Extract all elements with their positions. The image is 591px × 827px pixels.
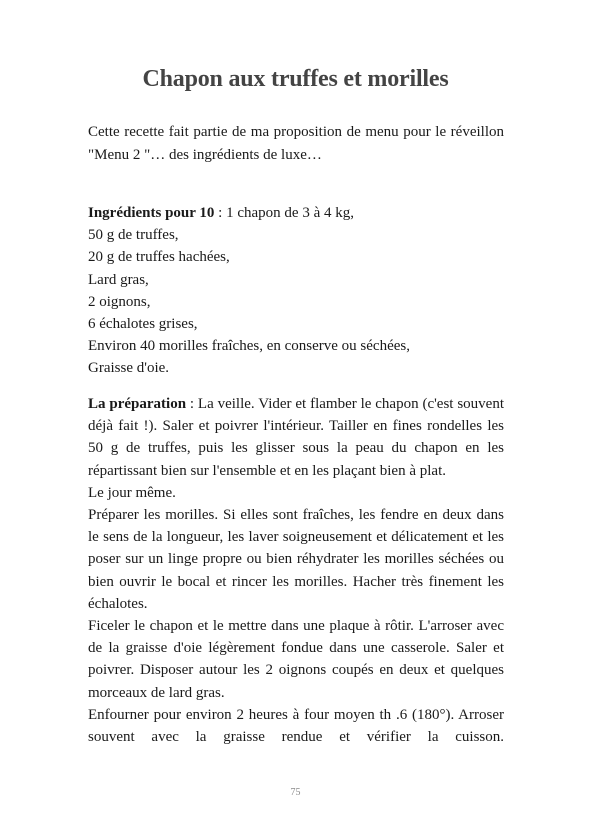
preparation-paragraph: Enfourner pour environ 2 heures à four moyen th .6 (180°). Arroser souvent avec la graisse rendue et vérifier la cuisson. (88, 706, 504, 746)
recipe-title: Chapon aux truffes et morilles (142, 66, 449, 92)
ingredient-item: 6 échalotes grises, (88, 316, 198, 333)
preparation-paragraph: Le jour même. (88, 484, 176, 501)
intro-paragraph: Cette recette fait partie de ma proposition de menu pour le réveillon "Menu 2 "… des ingrédients de luxe… (88, 124, 504, 163)
preparation-paragraph: Ficeler le chapon et le mettre dans une plaque à rôtir. L'arroser avec de la graisse d'oie légèrement fondue dans une casserole. Saler et poivrer. Disposer autour les 2 oignons coupés en deux et quelques morceaux de lard gras. (88, 618, 504, 701)
preparation-paragraph: Préparer les morilles. Si elles sont fraîches, les fendre en deux dans le sens de la longueur, les laver soigneusement et délicatement et les poser sur un linge propre ou bien réhydrater les morilles séchées ou bien ouvrir le bocal et rincer les morilles. Hacher très finement les échalotes. (88, 507, 504, 612)
ingredients-section (88, 202, 504, 380)
ingredient-item: 2 oignons, (88, 293, 151, 310)
preparation-label: La préparation (88, 396, 187, 412)
preparation-section (88, 393, 504, 748)
ingredient-item: 20 g de truffes hachées, (88, 249, 230, 266)
ingredient-item: Environ 40 morilles fraîches, en conserve ou séchées, (88, 338, 410, 355)
ingredient-item: 50 g de truffes, (88, 227, 179, 244)
ingredients-label: Ingrédients pour 10 (88, 205, 215, 221)
ingredient-item: Lard gras, (88, 271, 149, 288)
ingredients-first-line (88, 202, 504, 224)
preparation-paragraph (88, 393, 504, 482)
preparation-text: : La veille. Vider et flamber le chapon (c'est souvent déjà fait !). Saler et poivrer l'intérieur. Tailler en fines rondelles les 50 g de truffes, puis les glisser sous la peau du chapon en les répartissant bien sur l'ensemble et en les plaçant bien à plat. (88, 396, 504, 479)
page-number: 75 (290, 787, 301, 798)
ingredient-item: Graisse d'oie. (88, 360, 170, 377)
ingredient-item: : 1 chapon de 3 à 4 kg, (214, 205, 354, 221)
